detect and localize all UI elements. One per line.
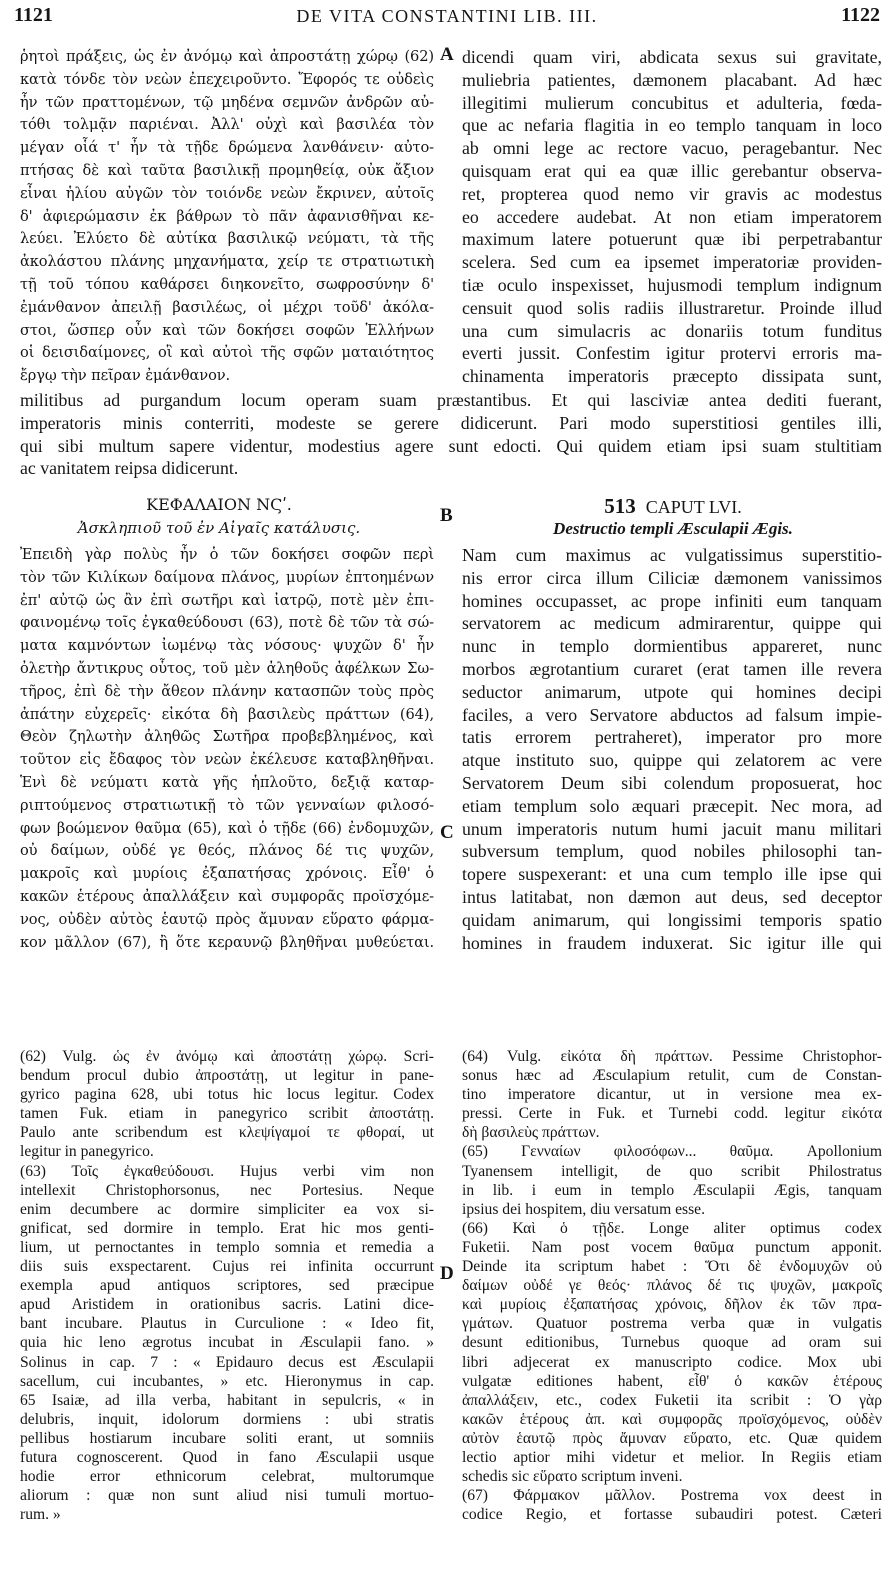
latin-line: atque instituto suo, quippe qui zelatorem ac vere	[462, 750, 882, 771]
note-line: Fuketii. Nam post vocem θαῦμα punctum apponit.	[462, 1238, 882, 1256]
note-line: schedis sic εὕρατο scriptum inveni.	[462, 1468, 683, 1486]
latin-line: tatis errorem pertraheret), imperator pro more	[462, 727, 882, 748]
note-line: Deinde ita scriptum habet : Ὅτι δὲ ἐνδομυχῶν οὐ	[462, 1258, 882, 1276]
note-line: apud Aristidem in orationibus sacris. Latini dice-	[20, 1296, 434, 1314]
latin-line: una cum simulacris ac donariis totum funditus	[462, 320, 882, 341]
note-line: κακῶν ἑτέρους ἀπ. καὶ συμφορᾶς προϊσχόμενος, οὐδὲν	[462, 1410, 882, 1428]
note-line: (65) Γενναίων φιλοσόφων... θαῦμα. Apollonium	[462, 1143, 882, 1161]
note-line: Paulo ante scribendum est κλεψίγαμοί τε φθοραί, ut	[20, 1124, 434, 1142]
running-head	[14, 4, 880, 34]
greek-line: μακροῖς καὶ μυρίοις ἐξαπατήσας χρόνοις. Εἶθ' ὁ	[20, 865, 434, 883]
greek-line: Ἐπειδὴ γὰρ πολὺς ἦν ὁ τῶν δοκήσει σοφῶν περὶ	[20, 546, 434, 563]
chapter-heading-greek	[0, 495, 438, 541]
latin-line: ab omni lege ac rectore vacuo, peragebantur. Nec	[462, 138, 882, 159]
greek-line: λεύει. Ἐλύετο δὲ αὐτίκα βασιλικῷ νεύματι, τὰ τῆς	[20, 230, 434, 248]
greek-line: ἔργῳ τὴν πεῖραν ἐμάνθανον.	[20, 367, 231, 385]
note-line: desunt editionibus, Turnebus quoque ad oram sui	[462, 1334, 882, 1352]
chapter-number: 513	[604, 494, 636, 518]
greek-line: ἦν τῶν πραττομένων, τῷ μηδένα σεμνῶν ἀνδρῶν αὐ-	[20, 93, 434, 111]
chapter-heading-latin	[463, 494, 883, 541]
note-line: tamen Fuk. etiam in panegyrico scribit ἀποστάτῃ.	[20, 1105, 434, 1123]
full-width-latin	[20, 389, 882, 480]
note-line: hodie error ethnicorum celebrat, multorumque	[20, 1468, 434, 1486]
note-line: pellibus hostiarum incubare soliti erant, ut somniis	[20, 1429, 434, 1447]
latin-line: eo accedere audebat. At non etiam imperatorem	[462, 206, 882, 227]
greek-line: ῥητοὶ πράξεις, ὡς ἐν ἀνόμῳ καὶ ἀπροστάτῃ χώρῳ (62)	[20, 48, 434, 65]
note-line: ἀπαλλάξειν, etc., codex Fuketii ita scribit : Ὁ γὰρ	[462, 1391, 882, 1409]
note-line: δὴ βασιλεὺς πράττων.	[462, 1124, 600, 1142]
note-line: 65 Isaiæ, ad illa verba, habitant in sepulcris, « in	[20, 1391, 434, 1409]
latin-line: Servatorem Deum sibi colendum proposuerat, hoc	[462, 772, 882, 793]
greek-line: τῇ τοῦ τόπου καθάρσει διηκονεῖτο, σωφροσύνην δ'	[20, 275, 434, 293]
notes-left-column	[20, 1047, 434, 1524]
greek-line: ἀκολάστου πλάνης μηχανήματα, χείρ τε στρατιωτικὴ	[20, 253, 434, 271]
latin-line: faciles, a vero Servatore abductos ad falsum impie-	[462, 704, 882, 725]
note-line: αὐτὸν ἑαυτῷ πρὸς ἄμυναν εὕρατο, etc. Quæ quidem	[462, 1429, 882, 1447]
latin-line: intus latitabat, non dæmon aut deus, sed deceptor	[462, 886, 882, 907]
note-line: lium, ut pernoctantes in templo somnia et remedia a	[20, 1238, 434, 1256]
note-line: sonus hæc ad Æsculapium retulit, cum de Constan-	[462, 1067, 882, 1085]
latin-line: nis error circa illum Ciliciæ dæmonem vanissimos	[462, 567, 882, 588]
note-line: pressi. Certe in Fuk. et Turnebi codd. legitur εἰκότα	[462, 1105, 882, 1123]
greek-line: Ἑνὶ δὲ νεύματι κατὰ γῆς ἡπλοῦτο, δεξιᾷ καταρ-	[20, 773, 434, 791]
note-line: tino imperatore dicantur, ut in versione mea ex-	[462, 1086, 882, 1104]
note-line: gyrico pagina 628, ubi totus hic locus legitur. Codex	[20, 1086, 434, 1104]
note-line: aliorum : quæ non sunt aliud nisi tumuli mortuo-	[20, 1487, 434, 1505]
greek-line: νος, οὐδὲν αὐτὸς ἑαυτῷ πρὸς ἄμυναν εὕρατο φάρμα-	[20, 910, 434, 928]
greek-line: ἐπ' αὐτῷ ὡς ἂν ἐπὶ σωτῆρι καὶ ἰατρῷ, ποτὲ μὲν ἐπι-	[20, 591, 434, 609]
chapter-title-greek: ΚΕΦΑΛΑΙΟΝ ΝϚʹ.	[146, 495, 292, 514]
latin-line: etiam templum solo æquari præcepit. Nec mora, ad	[462, 795, 882, 816]
latin-line: morbos ægrotantium curaret (erat tamen ille revera	[462, 658, 882, 679]
greek-line: τῆρος, ἐπὶ δὲ τὴν ἄθεον πλάνην κατασπῶν τοὺς πρὸς	[20, 682, 434, 700]
latin-line: militibus ad purgandum locum operam suam præstantibus. Et qui lasciviæ antea dediti fuerant,	[20, 390, 882, 410]
greek-line: πτήσας δὲ καὶ ταῦτα βασιλικῇ προμηθείᾳ, οὐκ ἄξιον	[20, 161, 434, 179]
latin-line: subversum templum, quod nobiles philosophi tan-	[462, 841, 882, 862]
note-line: (64) Vulg. εἰκότα δὴ πράττων. Pessime Christophor-	[462, 1048, 882, 1065]
margin-letter-b: B	[440, 505, 453, 526]
top-latin-column	[462, 46, 882, 388]
greek-line: τοῦτον εἰς ἔδαφος τὸν νεὼν ἐκέλευσε καταβληθῆναι.	[20, 751, 434, 769]
latin-line: tiæ oculo inspexisset, hujusmodi templum indignum	[462, 274, 882, 295]
latin-line: ret, propterea quod nemo vir gravis ac modestus	[462, 183, 882, 204]
middle-latin-column	[462, 544, 882, 954]
latin-line: ac vanitatem reipsa didicerunt.	[20, 458, 239, 479]
greek-line: κακῶν ἑτέρους ἀπαλλάξειν καὶ συμφορᾶς προϊσχόμε-	[20, 887, 434, 905]
note-line: (66) Καὶ ὁ τῇδε. Longe aliter optimus codex	[462, 1219, 882, 1237]
latin-line: qui sibi multum sapere videntur, modestius agere sunt edocti. Qui quidem etiam ipsi suam stultitiam	[20, 435, 882, 456]
latin-line: servatorem ac medicum admirarentur, quippe qui	[462, 613, 882, 634]
greek-line: στοι, ὥσπερ οὖν καὶ τῶν δοκήσει σοφῶν Ἑλλήνων	[20, 321, 434, 339]
latin-line: homines occupasset, ac prope infiniti eum tanquam	[462, 590, 882, 611]
margin-letter-d: D	[440, 1263, 454, 1284]
note-line: exempla apud antiquos scriptores, sed præcipue	[20, 1277, 434, 1295]
greek-line: μέγαν οἷά τ' ἦν τὰ τῇδε δρώμενα λανθάνειν· αὐτο-	[20, 139, 434, 157]
latin-line: homines in fraudem induxerat. Sic igitur ille qui	[462, 932, 882, 953]
latin-line: imperatoris minis conterriti, modeste se gerere didicerunt. Pari modo superstitiosi gentiles illi,	[20, 412, 882, 433]
note-line: futura cognoscerent. Quod in fano Æsculapii usque	[20, 1448, 434, 1466]
margin-letter-c: C	[440, 822, 454, 843]
latin-line: quidam animarum, qui longissimi temporis spatio	[462, 909, 882, 930]
latin-line: chinamenta imperatoris præcepto dissipata sunt,	[462, 366, 882, 387]
latin-line: seductor animarum, utpote qui homines decipi	[462, 681, 882, 702]
note-line: (62) Vulg. ὡς ἐν ἀνόμῳ καὶ ἀποστάτῃ χώρῳ. Scri-	[20, 1048, 434, 1065]
note-line: delubris, inquit, idolorum dormiens : ubi stratis	[20, 1410, 434, 1428]
latin-line: maximum latere potuerunt quæ ibi perpetrabantur	[462, 229, 882, 250]
note-line: enim decumbere ac dormire simpliciter ea vox si-	[20, 1200, 434, 1218]
margin-letter-a: A	[440, 44, 454, 65]
note-line: Solinus in cap. 7 : « Epidauro decus est Æsculapii	[20, 1353, 434, 1371]
chapter-subtitle-latin: Destructio templi Æsculapii Ægis.	[553, 519, 793, 538]
note-line: (63) Τοῖς ἐγκαθεύδουσι. Hujus verbi vim non	[20, 1162, 434, 1180]
note-line: sacellum, cui incubantes, » etc. Hieronymus in cap.	[20, 1372, 434, 1390]
greek-line: κον μᾶλλον (67), ἢ ὅτε κεραυνῷ βληθῆναι μυθεύεται.	[20, 933, 434, 951]
greek-line: οὐ δαίμων, οὐδέ γε θεός, πλάνος δέ τις ψυχῶν,	[20, 842, 434, 860]
latin-line: quisquam erat qui ea quæ illic gerebantur observa-	[462, 160, 882, 181]
greek-line: κατὰ τόνδε τὸν νεὼν ἐπεχειροῦντο. Ἔφορός τε οὐδεὶς	[20, 70, 434, 88]
note-line: καὶ μυρίοις ἐξαπατήσας χρόνοις, δῆλον ἐκ τῶν πρα-	[462, 1296, 882, 1314]
left-page-number: 1121	[14, 4, 53, 26]
note-line: codice Regio, et fortasse subaudiri potest. Cæteri	[462, 1506, 882, 1524]
note-line: in lib. i eum in templo Æsculapii Ægis, tanquam	[462, 1181, 882, 1199]
greek-line: δ' ἀφιερώμασιν ἐκ βάθρων τὸ πᾶν ἀφανισθῆναι κε-	[20, 207, 434, 225]
note-line: rum. »	[20, 1506, 61, 1524]
greek-line: φαινομένῳ τοῖς ἐγκαθεύδουσι (63), ποτὲ δὲ τῶν τὰ σώ-	[20, 614, 434, 632]
greek-line: ριπτούμενος στρατιωτικῇ τὸ τῶν γενναίων φιλοσό-	[20, 796, 434, 814]
note-line: bendum procul dubio ἀπροστάτῃ, ut legitur in pane-	[20, 1067, 434, 1085]
latin-line: topere suspexerant: et una cum templo ille ipse qui	[462, 864, 882, 885]
latin-line: unum imperatoris nutum humi jacuit manu militari	[462, 818, 882, 839]
latin-line: nunc in templo dormientibus appareret, nunc	[462, 636, 882, 657]
latin-line: everti jussit. Confestim igitur protervi erroris ma-	[462, 343, 882, 364]
top-greek-column	[20, 46, 434, 388]
note-line: libri adjecerat ex manuscripto codice. Mox ubi	[462, 1353, 882, 1371]
note-line: δαίμων οὐδέ γε θεός· πλάνος δέ τις ψυχῶν, μακροῖς	[462, 1277, 882, 1295]
note-line: ipsius dei hospitem, diu versatum esse.	[462, 1200, 705, 1218]
latin-line: dicendi quam viri, abdicata sexus sui gravitate,	[462, 47, 882, 67]
latin-line: censuit quod solis radiis illustraretur. Proinde illud	[462, 297, 882, 318]
notes-right-column	[462, 1047, 882, 1524]
greek-line: ἐμάνθανον ἀπειλῇ βασιλέως, οἱ μέχρι τοῦδ' ἀκόλα-	[20, 298, 434, 316]
greek-line: ματα καμνόντων ἰωμένῳ τὰς νόσους· ψυχῶν δ' ἦν	[20, 637, 434, 655]
greek-line: ἀπάτην εὐχερεῖς· εἰκότα δὴ βασιλεὺς πράττων (64),	[20, 705, 434, 723]
greek-line: εἶναι ἡλίου αὐγῶν τὸν τοιόνδε νεὼν ἔκρινεν, αὐτοῖς	[20, 184, 434, 202]
greek-line: τὸν τῶν Κιλίκων δαίμονα πλάνος, μυρίων ἐπτοημένων	[20, 568, 434, 586]
note-line: (67) Φάρμακον μᾶλλον. Postrema vox deest in	[462, 1487, 882, 1505]
latin-line: scelera. Sed cum ea ipsemet imperatoriæ providen-	[462, 252, 882, 273]
note-line: γμάτων. Quatuor postrema verba quæ in vulgatis	[462, 1315, 882, 1333]
greek-line: οἱ δεισιδαίμονες, οἳ καὶ αὐτοὶ τῆς σφῶν ματαιότητος	[20, 344, 434, 362]
latin-line: que ac nefaria flagitia in eo templo tanquam in loco	[462, 115, 882, 136]
right-page-number: 1122	[841, 4, 880, 26]
note-line: lectio aptior mihi videtur et melior. In Regiis etiam	[462, 1448, 882, 1466]
greek-line: τόθι τολμᾷν παριέναι. Ἀλλ' οὐχὶ καὶ βασιλέα τὸν	[20, 116, 434, 134]
note-line: quia hic leno ægrotus incubat in Æsculapii fano. »	[20, 1334, 434, 1352]
note-line: legitur in panegyrico.	[20, 1143, 154, 1161]
greek-line: Θεὸν ζηλωτὴν ἀληθῶς Σωτῆρα προβεβλημένος, καὶ	[20, 728, 434, 746]
note-line: gnificat, sed dormire in templo. Erat hic mos genti-	[20, 1219, 434, 1237]
chapter-title-latin: CAPUT LVI.	[645, 497, 742, 517]
note-line: diis suis exspectarent. Cujus rei infinita occurrunt	[20, 1258, 434, 1276]
note-line: intellexit Christophorsonus, nec Portesius. Neque	[20, 1181, 434, 1199]
latin-line: Nam cum maximus ac vulgatissimus superstitio-	[462, 545, 882, 565]
chapter-subtitle-greek: Ἀσκληπιοῦ τοῦ ἐν Αἰγαῖς κατάλυσις.	[77, 519, 361, 537]
running-title: DE VITA CONSTANTINI LIB. III.	[296, 6, 598, 26]
note-line: vulgatæ editiones habent, εἶθ' ὁ κακῶν ἑτέρους	[462, 1372, 882, 1390]
latin-line: illegitimi mulierum concubitus et adulteria, fœda-	[462, 92, 882, 113]
greek-line: φων βοώμενον θαῦμα (65), καὶ ὁ τῇδε (66) ἐνδομυχῶν,	[20, 819, 434, 837]
middle-greek-column	[20, 544, 434, 954]
note-line: bant incubare. Plautus in Curculione : « Ideo fit,	[20, 1315, 434, 1333]
note-line: Tyanensem intelligit, de quo scribit Philostratus	[462, 1162, 882, 1180]
greek-line: ὀλετὴρ ἄντικρυς οὗτος, τοῦ μὲν ἀληθοῦς ἀφέλκων Σω-	[20, 659, 434, 677]
latin-line: muliebria patientes, dæmonem placabant. Ad hæc	[462, 69, 882, 90]
